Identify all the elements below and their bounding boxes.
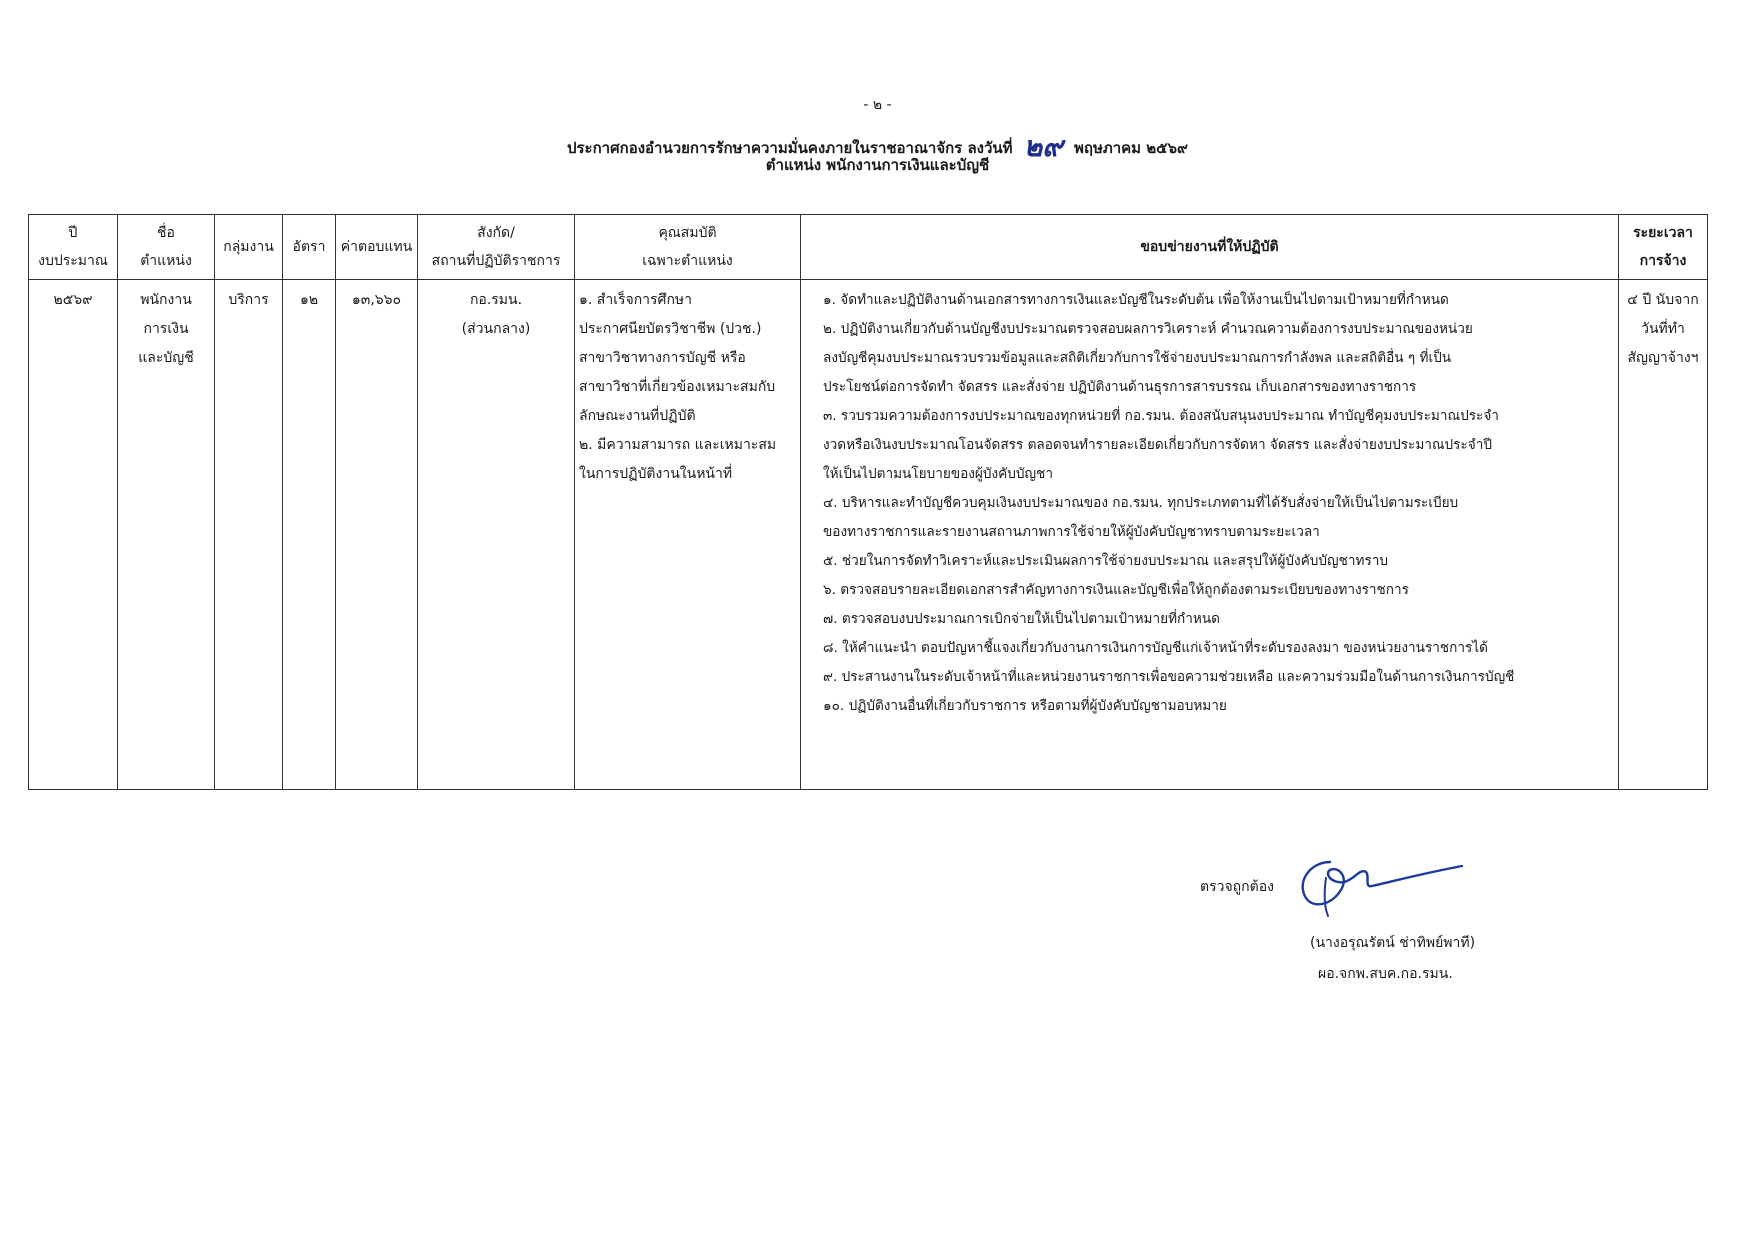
cell-period: ๔ ปี นับจาก วันที่ทำ สัญญาจ้างฯ — [1619, 280, 1708, 790]
duty-item-7: ๗. ตรวจสอบงบประมาณการเบิกจ่ายให้เป็นไปตามเป้าหมายที่กำหนด — [823, 611, 1221, 627]
duty-item-6: ๖. ตรวจสอบรายละเอียดเอกสารสำคัญทางการเงินและบัญชีเพื่อให้ถูกต้องตามระเบียบของทางราชการ — [823, 582, 1409, 598]
announcement-suffix: พฤษภาคม ๒๕๖๙ — [1073, 139, 1189, 157]
header-duties: ขอบข่ายงานที่ให้ปฏิบัติ — [801, 215, 1619, 280]
duty-item-5: ๕. ช่วยในการจัดทำวิเคราะห์และประเมินผลการใช้จ่ายงบประมาณ และสรุปให้ผู้บังคับบัญชาทราบ — [823, 553, 1389, 569]
header-affiliation: สังกัด/ สถานที่ปฏิบัติราชการ — [418, 215, 575, 280]
signature-mark — [1290, 848, 1470, 918]
cell-fiscal-year: ๒๕๖๙ — [29, 280, 118, 790]
duty-item-1: ๑. จัดทำและปฏิบัติงานด้านเอกสารทางการเงินและบัญชีในระดับต้น เพื่อให้งานเป็นไปตามเป้าหมายที่กำหนด — [823, 292, 1449, 308]
duty-item-8: ๘. ให้คำแนะนำ ตอบปัญหาชี้แจงเกี่ยวกับงานการเงินการบัญชีแก่เจ้าหน้าที่ระดับรองลงมา ของหน่วยงานราชการได้ — [823, 640, 1488, 656]
announcement-prefix: ประกาศกองอำนวยการรักษาความมั่นคงภายในราชอาณาจักร ลงวันที่ — [566, 139, 1013, 157]
cell-duties: ๑. จัดทำและปฏิบัติงานด้านเอกสารทางการเงินและบัญชีในระดับต้น เพื่อให้งานเป็นไปตามเป้าหมายที่กำหนด ๒. ปฏิบัติงานเกี่ยวกับด้านบัญชีงบประมาณตรวจสอบผลการวิเคราะห์ คำนวณความต้องการงบประมาณของหน่วย ลงบัญชีคุมงบประมาณรวบรวมข้อมูลและสถิติเกี่ยวกับการใช้จ่ายงบประมาณการกำลังพล และสถิติอื่น ๆ ที่เป็น ประโยชน์ต่อการจัดทำ จัดสรร และสั่งจ่าย ปฏิบัติงานด้านธุรการสารบรรณ เก็บเอกสารของทางราชการ ๓. รวบรวมความต้องการงบประมาณของทุกหน่วยที่ กอ.รมน. ต้องสนับสนุนงบประมาณ ทำบัญชีคุมงบประมาณประจำ งวดหรือเงินงบประมาณโอนจัดสรร ตลอดจนทำรายละเอียดเกี่ยวกับการจัดหา จัดสรร และสั่งจ่ายงบประมาณประจำปี ให้เป็นไปตามนโยบายของผู้บังคับบัญชา ๔. บริหารและทำบัญชีควบคุมเงินงบประมาณของ กอ.รมน. ทุกประเภทตามที่ได้รับสั่งจ่ายให้เป็นไปตามระเบียบ ของทางราชการและรายงานสถานภาพการใช้จ่ายให้ผู้บังคับบัญชาทราบตามระยะเวลา ๕. ช่วยในการจัดทำวิเคราะห์และประเมินผลการใช้จ่ายงบประมาณ และสรุปให้ผู้บังคับบัญชาทราบ ๖. ตรวจสอบรายละเอียดเอกสารสำคัญทางการเงินและบัญชีเพื่อให้ถูกต้องตามระเบียบของทางราชการ ๗. ตรวจสอบงบประมาณการเบิกจ่ายให้เป็นไปตามเป้าหมายที่กำหนด ๘. ให้คำแนะนำ ตอบปัญหาชี้แจงเกี่ยวกับงานการเงินการบัญชีแก่เจ้าหน้าที่ระดับรองลงมา ของหน่วยงานราชการได้ ๙. ประสานงานในระดับเจ้าหน้าที่และหน่วยงานราชการเพื่อขอความช่วยเหลือ และความร่วมมือในด้านการเงินการบัญชี ๑๐. ปฏิบัติงานอื่นที่เกี่ยวกับราชการ หรือตามที่ผู้บังคับบัญชามอบหมาย — [801, 280, 1619, 790]
header-qualifications: คุณสมบัติ เฉพาะตำแหน่ง — [575, 215, 801, 280]
position-title: ตำแหน่ง พนักงานการเงินและบัญชี — [765, 156, 990, 174]
header-position-name: ชื่อ ตำแหน่ง — [118, 215, 215, 280]
duty-item-9: ๙. ประสานงานในระดับเจ้าหน้าที่และหน่วยงานราชการเพื่อขอความช่วยเหลือ และความร่วมมือในด้านการเงินการบัญชี — [823, 669, 1515, 685]
header-fiscal-year: ปี งบประมาณ — [29, 215, 118, 280]
cell-position-name: พนักงาน การเงิน และบัญชี — [118, 280, 215, 790]
table-row — [29, 280, 1708, 790]
header-job-group: กลุ่มงาน — [215, 215, 283, 280]
duty-item-3: ๓. รวบรวมความต้องการงบประมาณของทุกหน่วยที่ กอ.รมน. ต้องสนับสนุนงบประมาณ ทำบัญชีคุมงบประมาณประจำ — [823, 408, 1499, 424]
handwritten-day: ๒๙ — [1023, 130, 1063, 163]
header-rate: อัตรา — [283, 215, 336, 280]
cell-affiliation: กอ.รมน. (ส่วนกลาง) — [418, 280, 575, 790]
header-period: ระยะเวลา การจ้าง — [1619, 215, 1708, 280]
signer-position: ผอ.จกพ.สบค.กอ.รมน. — [1318, 966, 1453, 982]
header-compensation: ค่าตอบแทน — [336, 215, 418, 280]
duty-item-10: ๑๐. ปฏิบัติงานอื่นที่เกี่ยวกับราชการ หรือตามที่ผู้บังคับบัญชามอบหมาย — [823, 698, 1227, 714]
signer-name: (นางอรุณรัตน์ ช่าทิพย์พาที) — [1310, 935, 1476, 951]
page-number: - ๒ - — [863, 97, 892, 113]
duty-item-2: ๒. ปฏิบัติงานเกี่ยวกับด้านบัญชีงบประมาณตรวจสอบผลการวิเคราะห์ คำนวณความต้องการงบประมาณของหน่วย — [823, 321, 1473, 337]
verify-label: ตรวจถูกต้อง — [1200, 879, 1274, 895]
position-table — [28, 214, 1708, 790]
table-header-row — [29, 215, 1708, 280]
cell-job-group: บริการ — [215, 280, 283, 790]
cell-compensation: ๑๓,๖๖๐ — [336, 280, 418, 790]
cell-qualifications: ๑. สำเร็จการศึกษา ประกาศนียบัตรวิชาชีพ (ปวช.) สาขาวิชาทางการบัญชี หรือ สาขาวิชาที่เกี่ยวข้องเหมาะสมกับ ลักษณะงานที่ปฏิบัติ ๒. มีความสามารถ และเหมาะสม ในการปฏิบัติงานในหน้าที่ — [575, 280, 801, 790]
cell-rate: ๑๒ — [283, 280, 336, 790]
duty-item-4: ๔. บริหารและทำบัญชีควบคุมเงินงบประมาณของ กอ.รมน. ทุกประเภทตามที่ได้รับสั่งจ่ายให้เป็นไปตามระเบียบ — [823, 495, 1459, 511]
